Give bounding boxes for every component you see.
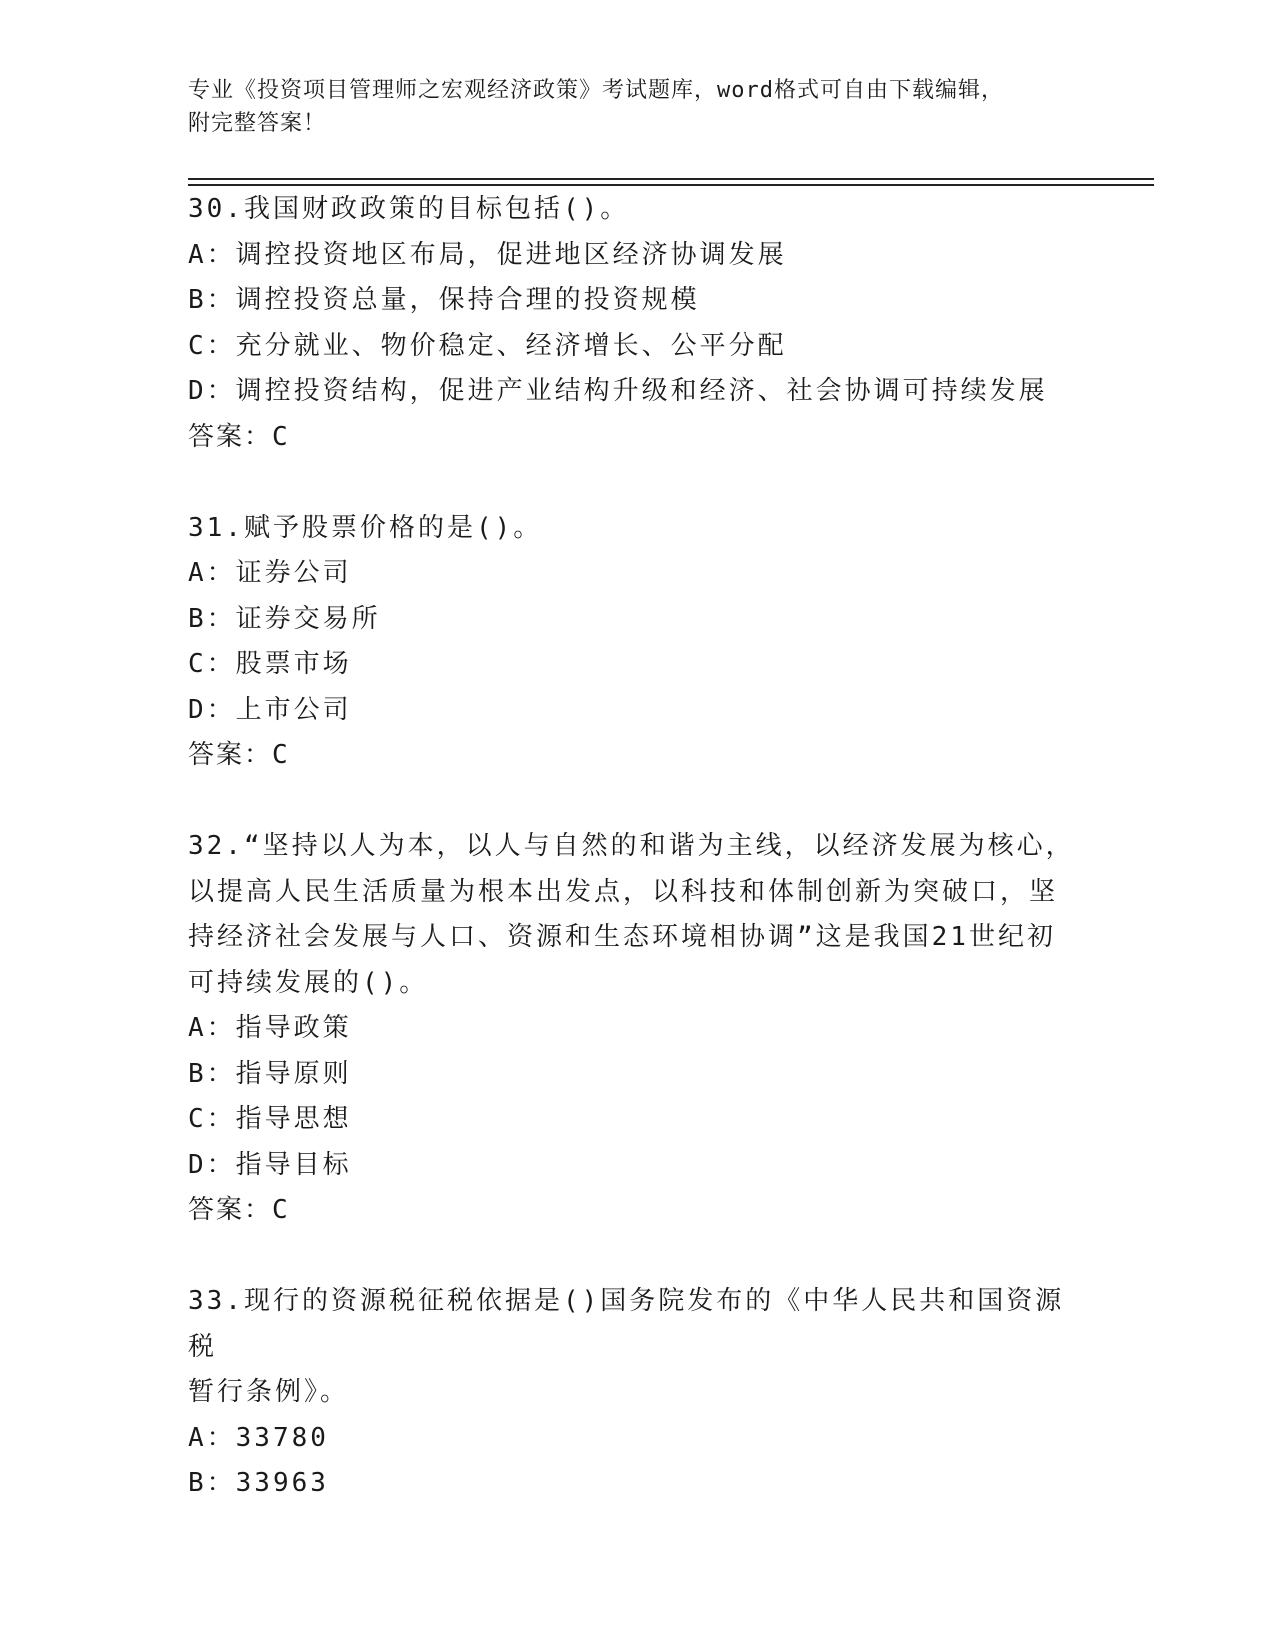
question-spacer: [188, 460, 1088, 506]
option-b: B：调控投资总量，保持合理的投资规模: [188, 285, 700, 315]
question-text: 31.赋予股票价格的是()。: [188, 512, 543, 543]
option-d: D：上市公司: [188, 694, 352, 725]
question-text-line-4: 可持续发展的()。: [188, 967, 429, 998]
option-a: A：证券公司: [188, 558, 352, 588]
document-header: [188, 74, 1088, 140]
question-text-line-2: 暂行条例》。: [188, 1377, 350, 1407]
question-text: 30.我国财政政策的目标包括()。: [188, 194, 630, 224]
question-30: [188, 187, 1088, 460]
option-c: C：股票市场: [188, 649, 352, 679]
option-c: C：指导思想: [188, 1104, 352, 1134]
question-32: [188, 824, 1088, 1234]
option-c: C：充分就业、物价稳定、经济增长、公平分配: [188, 330, 787, 361]
option-a: A：33780: [188, 1422, 329, 1453]
answer: 答案：C: [188, 1195, 290, 1225]
question-31: [188, 506, 1088, 779]
question-text-line-1: 33.现行的资源税征税依据是()国务院发布的《中华人民共和国资源税: [188, 1286, 1065, 1362]
option-a: A：指导政策: [188, 1013, 352, 1043]
header-divider-top: [188, 178, 1154, 180]
question-text-line-3: 持经济社会发展与人口、资源和生态环境相协调”这是我国21世纪初: [188, 922, 1056, 952]
answer: 答案：C: [188, 421, 290, 452]
question-text-line-2: 以提高人民生活质量为根本出发点，以科技和体制创新为突破口，坚: [188, 876, 1059, 907]
option-b: B：证券交易所: [188, 603, 381, 634]
option-b: B：33963: [188, 1468, 329, 1498]
option-d: D：指导目标: [188, 1149, 352, 1180]
option-a: A：调控投资地区布局，促进地区经济协调发展: [188, 239, 787, 270]
header-line-2: 附完整答案！: [188, 111, 327, 136]
header-line-1: 专业《投资项目管理师之宏观经济政策》考试题库，word格式可自由下载编辑，: [188, 78, 1004, 103]
question-33: [188, 1279, 1088, 1507]
option-b: B：指导原则: [188, 1058, 352, 1089]
question-spacer: [188, 779, 1088, 825]
answer: 答案：C: [188, 740, 290, 770]
question-spacer: [188, 1234, 1088, 1280]
option-d: D：调控投资结构，促进产业结构升级和经济、社会协调可持续发展: [188, 376, 1048, 406]
header-divider-bottom: [188, 184, 1154, 186]
question-text-line-1: 32.“坚持以人为本，以人与自然的和谐为主线，以经济发展为核心，: [188, 831, 1075, 861]
question-list: [188, 187, 1088, 1507]
